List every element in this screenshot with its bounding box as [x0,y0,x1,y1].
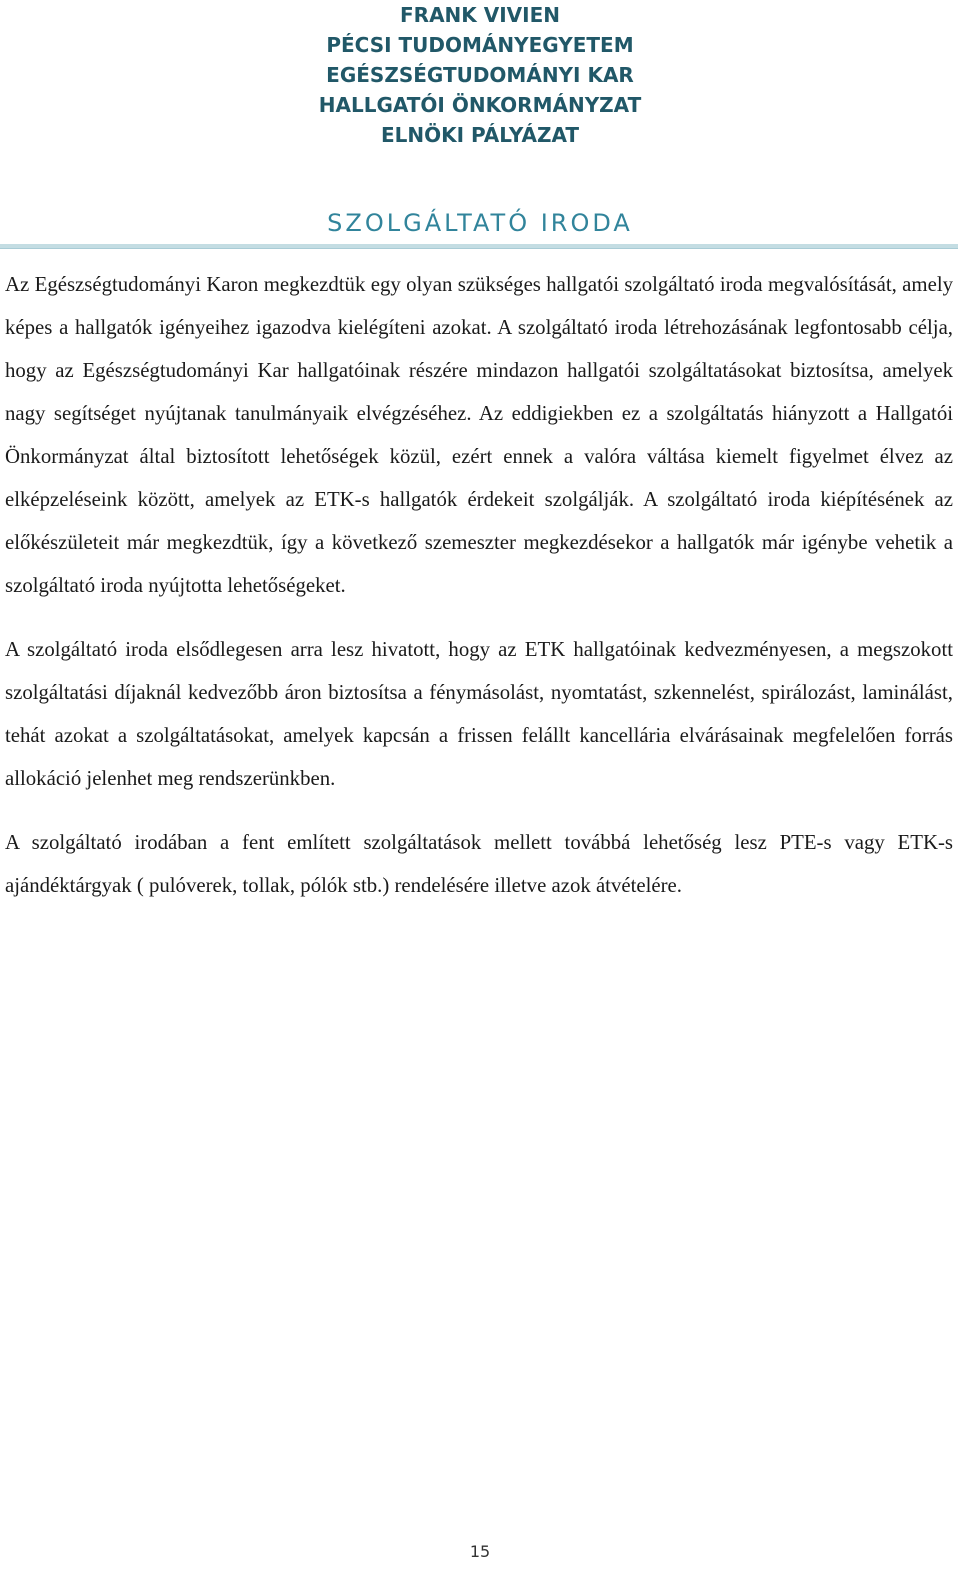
section-title: SZOLGÁLTATÓ IRODA [327,209,633,237]
header-author: FRANK VIVIEN [400,3,560,27]
body-paragraph-2: A szolgáltató iroda elsődlegesen arra lesz hivatott, hogy az ETK hallgatóinak kedvezményesen, a megszokott szolgáltatási díjaknál kedvezőbb áron biztosítsa a fénymásolást, nyomtatást, szkennelést, spirálozást, laminálást, tehát azokat a szolgáltatásokat, amelyek kapcsán a frissen felállt kancellária elvárásainak megfelelően forrás allokáció jelenhet meg rendszerünkben. [5,638,953,790]
section-title-underline [0,244,958,249]
body-paragraph-1: Az Egészségtudományi Karon megkezdtük egy olyan szükséges hallgatói szolgáltató iroda megvalósítását, amely képes a hallgatók igényeihez igazodva kielégíteni azokat. A szolgáltató iroda létrehozásának legfontosabb célja, hogy az Egészségtudományi Kar hallgatóinak részére mindazon hallgatói szolgáltatásokat biztosítsa, amelyek nagy segítséget nyújtanak tanulmányaik elvégzéséhez. Az eddigiekben ez a szolgáltatás hiányzott a Hallgatói Önkormányzat által biztosított lehetőségek közül, ezért ennek a valóra váltása kiemelt figyelmet élvez az elképzeléseink között, amelyek az ETK-s hallgatók érdekeit szolgálják. A szolgáltató iroda kiépítésének az előkészületeit már megkezdtük, így a következő szemeszter megkezdésekor a hallgatók már igénybe vehetik a szolgáltató iroda nyújtotta lehetőségeket. [5,273,953,597]
header-student-union: HALLGATÓI ÖNKORMÁNYZAT [318,93,642,117]
header-university: PÉCSI TUDOMÁNYEGYETEM [326,33,634,57]
document-body [5,263,953,907]
page-number: 15 [469,1542,491,1561]
document-header [0,0,960,150]
header-application-type: ELNÖKI PÁLYÁZAT [380,123,580,147]
body-paragraph-3: A szolgáltató irodában a fent említett szolgáltatások mellett továbbá lehetőség lesz PTE-s vagy ETK-s ajándéktárgyak ( pulóverek, tollak, pólók stb.) rendelésére illetve azok átvételére. [5,831,953,897]
header-faculty: EGÉSZSÉGTUDOMÁNYI KAR [326,63,634,87]
